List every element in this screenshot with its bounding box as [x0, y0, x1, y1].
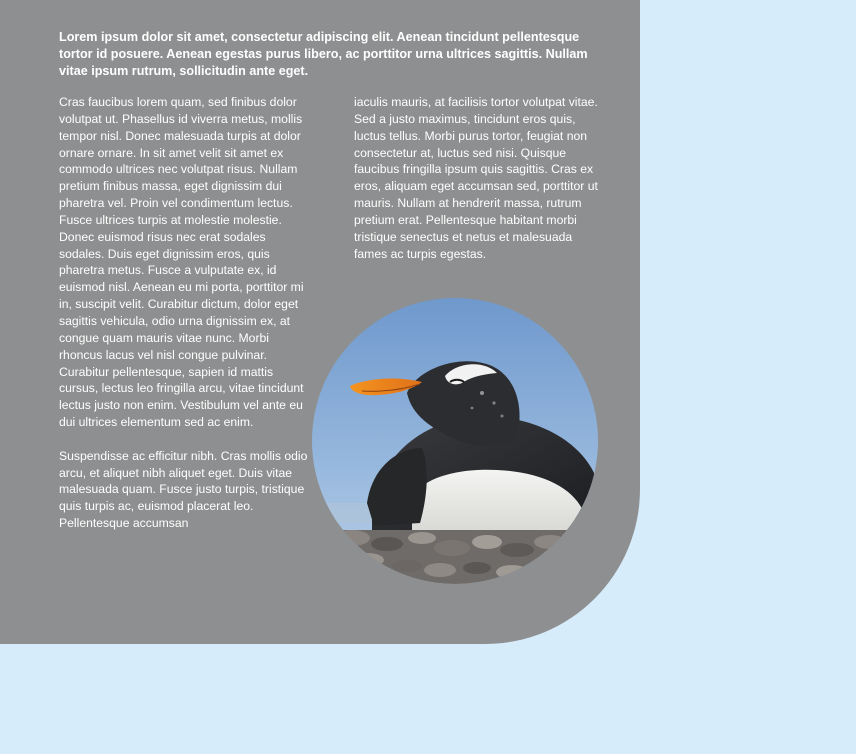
head-speckle — [471, 407, 474, 410]
lede-paragraph: Lorem ipsum dolor sit amet, consectetur adipiscing elit. Aenean tincidunt pellentesque tortor id posuere. Aenean egestas purus libero, ac porttitor urna ultrices sagittis. Nullam vitae ipsum rutrum, sollicitudin ante eget. — [59, 30, 588, 79]
head-speckle — [501, 415, 504, 418]
pebble-nest — [312, 530, 598, 584]
right-paragraph-1: iaculis mauris, at facilisis tortor volutpat vitae. Sed a justo maximus, tincidunt eros quis, luctus tellus. Morbi purus tortor, feugiat non consectetur at, luctus sed nisi. Quisque faucibus fringilla ipsum quis sagittis. Cras ex eros, aliquam eget accumsan sed, porttitor ut mauris. Nullam at hendrerit massa, rutrum pretium erat. Pellentesque habitant morbi tristique senectus et netus et malesuada fames ac turpis egestas. — [354, 95, 598, 261]
right-text-column — [354, 94, 606, 262]
left-text-column — [59, 94, 311, 532]
left-paragraph-1: Cras faucibus lorem quam, sed finibus dolor volutpat ut. Phasellus id viverra metus, mollis tempor nisl. Donec malesuada turpis at dolor ornare ornare. In sit amet velit sit amet ex commodo ultrices nec volutpat risus. Nullam pretium finibus massa, eget dignissim dui pharetra vel. Proin vel condimentum lectus. Fusce ultrices turpis at molestie molestie. Donec euismod risus nec erat sodales sodales. Duis eget dignissim eros, quis pharetra metus. Fusce a vulputate ex, id euismod nisl. Aenean eu mi porta, porttitor mi in, suscipit velit. Curabitur dictum, dolor eget sagittis vehicula, odio urna dignissim ex, at congue quam mauris vitae nunc. Morbi rhoncus lacus vel nisl congue pulvinar. Curabitur pellentesque, sapien id mattis cursus, lectus leo fringilla arcu, vitae tincidunt lectus justo non enim. Vestibulum vel ante eu dui ultrices elementum sed ac enim. — [59, 95, 304, 430]
head-speckle — [480, 391, 484, 395]
left-paragraph-2: Suspendisse ac efficitur nibh. Cras mollis odio arcu, et aliquet nibh aliquet eget. Duis vitae malesuada quam. Fusce justo turpis, tristique quis turpis ac, euismod placerat leo. Pellentesque accumsan — [59, 448, 308, 531]
head-speckle — [492, 401, 495, 404]
penguin-photo — [312, 298, 598, 584]
penguin-illustration — [312, 298, 598, 584]
